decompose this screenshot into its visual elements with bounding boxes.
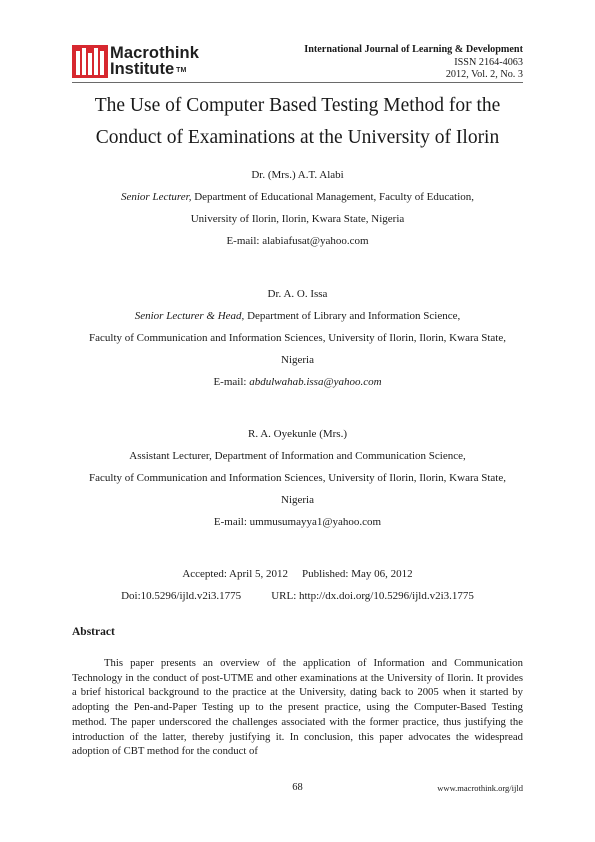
author-affiliation (60, 305, 535, 327)
author-department: Department of Educational Management, Faculty of Education, (191, 191, 475, 203)
abstract-paragraph: This paper presents an overview of the application of Information and Communication Technology in the conduct of post-UTME and other examinations at the University of Ilorin. It provides a brief historical background to the practice at the University, dating back to 2005 when it started by adopting the Pen-and-Paper Testing up to the present practice, using the Computer-Based Testing method. The paper underscored the challenges associated with the former practice, thus justifying the introduction of the latter, thereby justifying it. In conclusion, this paper advocates the widespread adoption of CBT method for the conduct of (72, 657, 523, 758)
journal-name: International Journal of Learning & Development (304, 44, 523, 55)
title-line-1: The Use of Computer Based Testing Method for the (94, 95, 501, 116)
author-faculty: Faculty of Communication and Information Sciences, University of Ilorin, Ilorin, Kwara State, (89, 332, 506, 344)
footer-url-link[interactable]: www.macrothink.org/ijld (437, 783, 523, 793)
logo-line2: Institute (110, 60, 175, 78)
author-affiliation (60, 186, 535, 208)
abstract-heading: Abstract (72, 626, 115, 638)
logo-wordmark (110, 45, 199, 77)
abstract-body (72, 656, 523, 759)
email-label: E-mail: (226, 235, 263, 247)
author-email-line (60, 230, 535, 252)
publication-dates (60, 563, 535, 585)
email-label: E-mail: (213, 376, 250, 388)
author-name: R. A. Oyekunle (Mrs.) (248, 428, 347, 440)
email-label: E-mail: (213, 516, 250, 528)
author-email-link[interactable]: ummusumayya1@yahoo.com (249, 516, 382, 528)
paper-title (60, 90, 535, 154)
author-name: Dr. (Mrs.) A.T. Alabi (251, 169, 344, 181)
author-institution: University of Ilorin, Ilorin, Kwara State, Nigeria (190, 213, 405, 225)
journal-issn: ISSN 2164-4063 (454, 56, 523, 68)
author-name: Dr. A. O. Issa (267, 288, 328, 300)
author-role: Senior Lecturer, (120, 191, 192, 203)
accepted-date: Accepted: April 5, 2012 (182, 568, 289, 580)
logo-trademark: TM (176, 67, 187, 74)
journal-header (304, 44, 523, 82)
author-email-link[interactable]: alabiafusat@yahoo.com (262, 235, 369, 247)
macrothink-logo-icon (72, 45, 108, 78)
author-country: Nigeria (281, 494, 314, 506)
author-affiliation: Assistant Lecturer, Department of Information and Communication Science, (129, 450, 466, 462)
author-block-3 (60, 423, 535, 533)
author-block-1 (60, 164, 535, 252)
doi-url-link[interactable]: URL: http://dx.doi.org/10.5296/ijld.v2i3.1775 (271, 590, 474, 602)
doi-line (60, 585, 535, 607)
author-country: Nigeria (281, 354, 314, 366)
doi-text: Doi:10.5296/ijld.v2i3.1775 (121, 590, 242, 602)
page-number: 68 (292, 782, 303, 793)
author-block-2 (60, 283, 535, 393)
publisher-logo (72, 45, 232, 79)
published-date: Published: May 06, 2012 (302, 568, 413, 580)
author-department: Department of Library and Information Science, (244, 310, 461, 322)
author-email-link[interactable]: abdulwahab.issa@yahoo.com (249, 376, 382, 388)
journal-issue: 2012, Vol. 2, No. 3 (445, 69, 523, 80)
author-email-line (60, 511, 535, 533)
author-role: Senior Lecturer & Head, (134, 310, 245, 322)
author-faculty: Faculty of Communication and Information Sciences, University of Ilorin, Ilorin, Kwara State, (89, 472, 506, 484)
author-email-line (60, 371, 535, 393)
logo-line1: Macrothink (110, 44, 200, 62)
header-rule (72, 82, 523, 83)
title-line-2: Conduct of Examinations at the University of Ilorin (95, 127, 500, 148)
